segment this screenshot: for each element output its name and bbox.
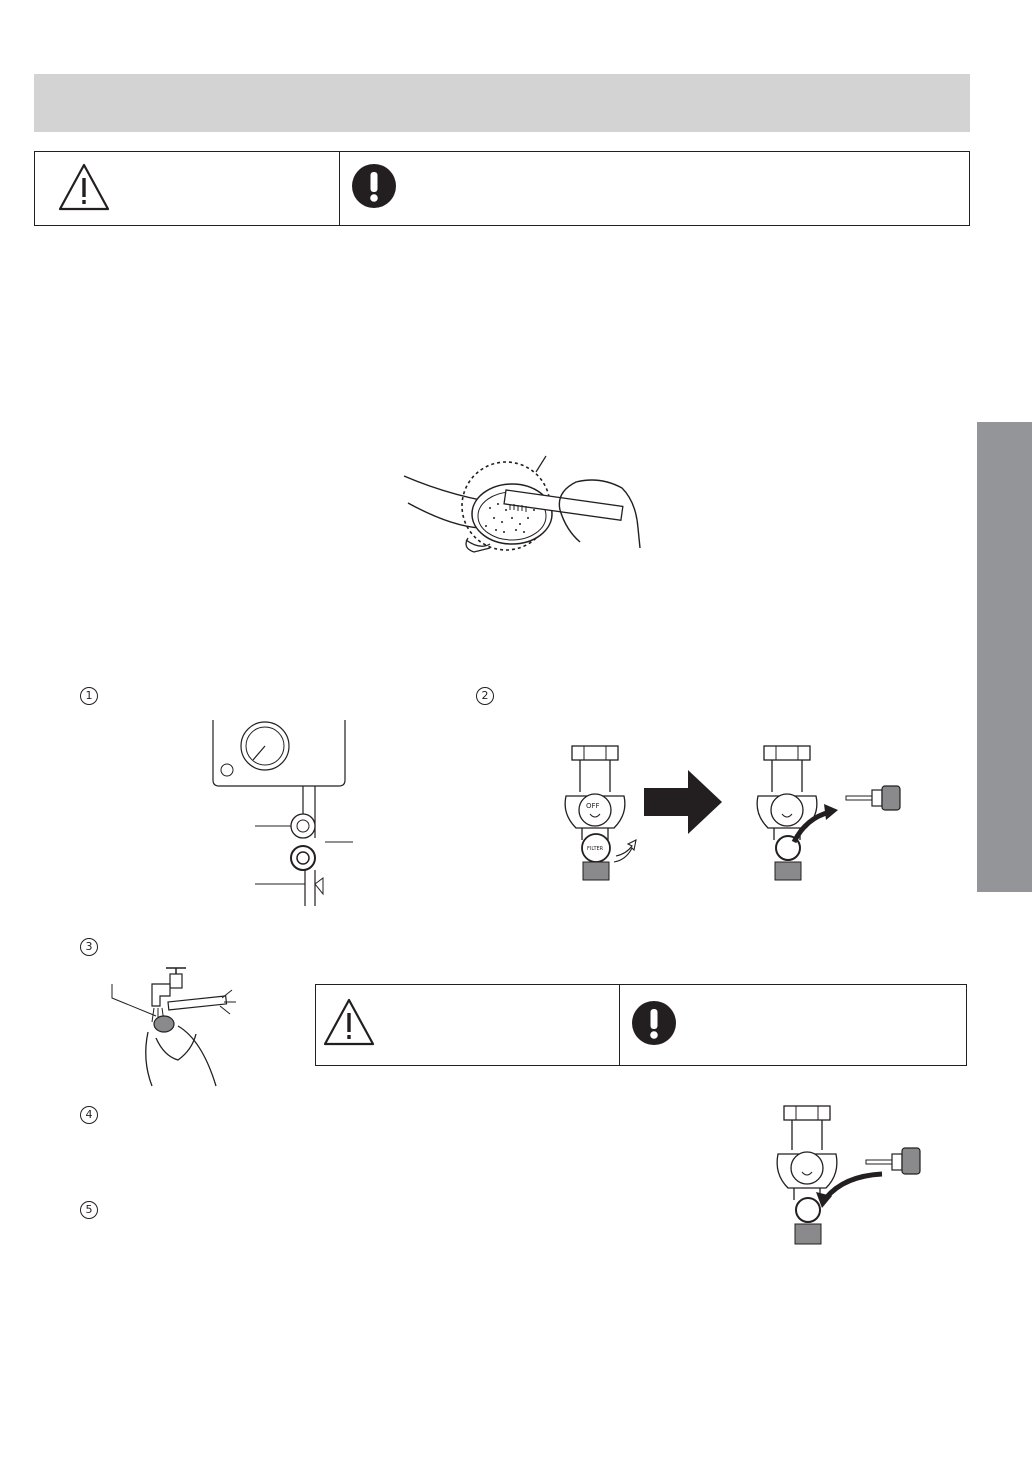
caution-text-cell: [340, 152, 969, 225]
step-1-number: [80, 684, 98, 705]
step-4-label: 4: [80, 1106, 98, 1124]
valve-reinsert-illustration: [774, 1104, 944, 1246]
valve-after-illustration: [754, 744, 924, 880]
step-1-label: 1: [80, 687, 98, 705]
valve-before-illustration: [562, 744, 642, 880]
step-2-label: 2: [476, 687, 494, 705]
exclamation-circle-icon: [351, 163, 397, 209]
warning-triangle-icon: [57, 162, 111, 212]
heater-unit-illustration: [205, 718, 365, 906]
filter-washing-illustration: [112, 960, 242, 1088]
step-5-label: 5: [80, 1201, 98, 1219]
caution-label-cell-step3: [316, 985, 620, 1065]
caution-label-cell: [35, 152, 340, 225]
step-3-number: [80, 935, 98, 956]
chapter-side-tab: [977, 422, 1032, 892]
valve-filter-label: FILTER: [587, 846, 604, 852]
step-2-number: [476, 684, 494, 705]
caution-box-top: [34, 151, 970, 226]
valve-off-label: OFF: [586, 802, 600, 810]
caution-box-step3: [315, 984, 967, 1066]
showerhead-cleaning-illustration: [400, 448, 650, 566]
step-3-label: 3: [80, 938, 98, 956]
exclamation-circle-icon: [631, 1000, 677, 1046]
step-4-number: [80, 1103, 98, 1124]
step-5-number: [80, 1198, 98, 1219]
section-header-bar: [34, 74, 970, 132]
caution-text-cell-step3: [620, 985, 966, 1065]
warning-triangle-icon: [322, 997, 376, 1047]
right-arrow-icon: [644, 770, 724, 834]
